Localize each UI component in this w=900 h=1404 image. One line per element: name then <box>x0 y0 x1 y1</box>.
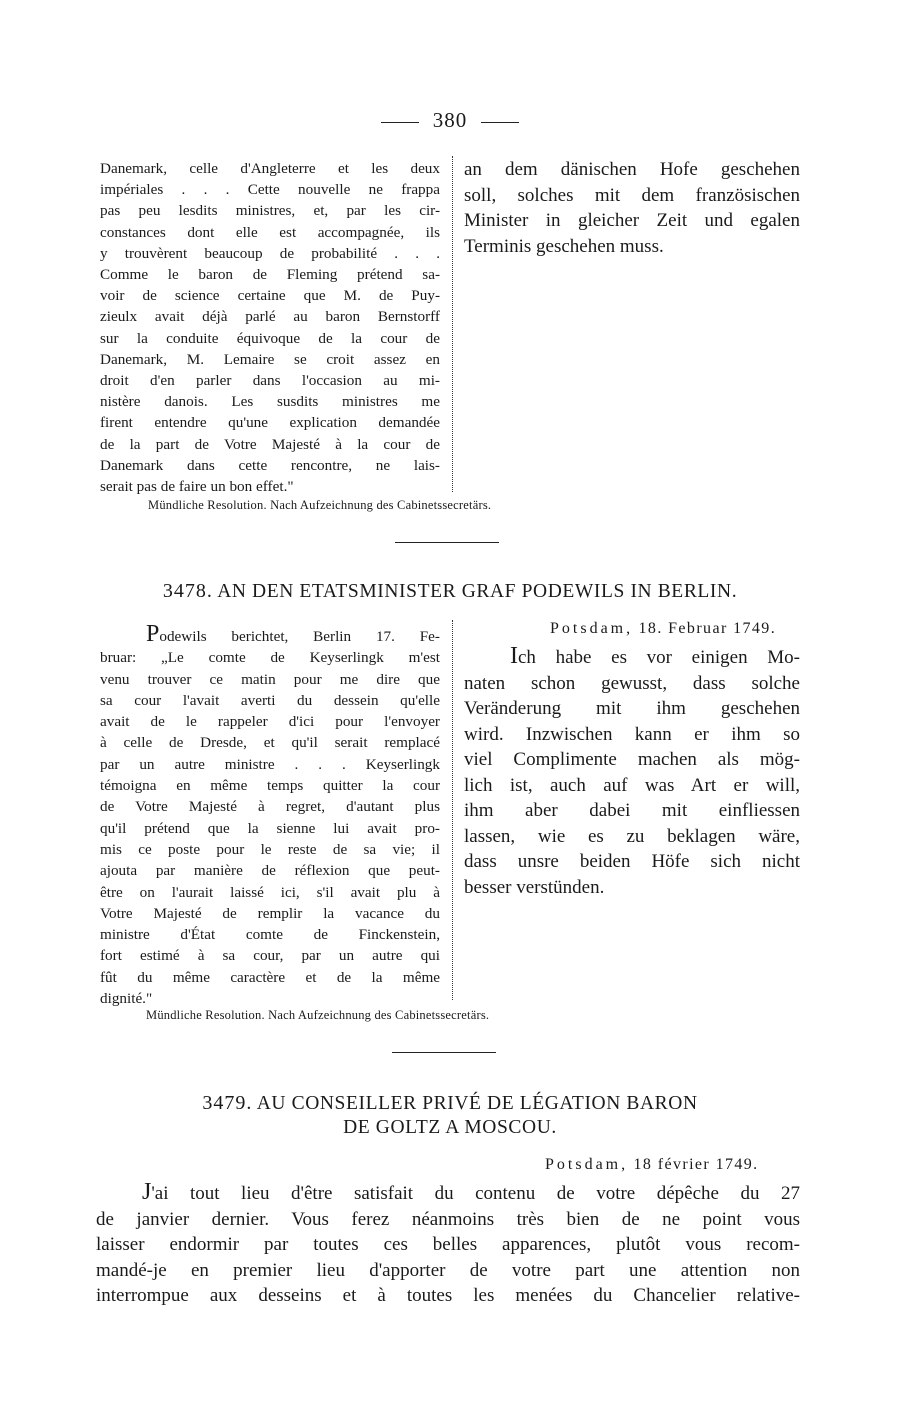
text-line-rest: odewils berichtet, Berlin 17. Fe- <box>159 628 440 645</box>
section3-title-line1: AU CONSEILLER PRIVÉ DE LÉGATION BARON <box>256 1093 698 1114</box>
text-line: dignité." <box>100 990 153 1008</box>
text-line: ihm aber dabei mit einfliessen <box>464 800 800 821</box>
text-line: soll, solches mit dem französischen <box>464 184 800 206</box>
text-line: voir de science certaine que M. de Puy- <box>100 287 440 305</box>
section3-dateline <box>545 1156 759 1174</box>
text-line: Comme le baron de Fleming prétend sa- <box>100 266 440 284</box>
text-line: pas peu lesdits ministres, et, par les cir- <box>100 202 440 220</box>
text-line: droit d'en parler dans l'occasion au mi- <box>100 372 440 390</box>
section2-note: Mündliche Resolution. Nach Aufzeichnung des Cabinetssecretärs. <box>146 1008 490 1022</box>
dateline-date: 18. Februar 1749. <box>638 620 777 637</box>
text-line: de Votre Majesté à regret, d'autant plus <box>100 798 440 816</box>
section-separator <box>395 542 499 543</box>
page-number <box>0 108 900 133</box>
section3-heading <box>0 1092 900 1115</box>
text-line <box>100 621 440 647</box>
text-line: viel Complimente machen als mög- <box>464 749 800 770</box>
text-line: être on l'aurait laissé ici, s'il avait plu à <box>100 883 440 901</box>
text-line: Votre Majesté de remplir la vacance du <box>100 904 440 922</box>
text-line: de janvier dernier. Vous ferez néanmoins très bien de ne point vous <box>96 1208 800 1230</box>
text-line: zieulx avait déjà parlé au baron Bernstorff <box>100 308 440 326</box>
page-number-text: 380 <box>432 108 468 132</box>
text-line: lich ist, auch auf was Art er will, <box>464 774 800 796</box>
text-line: ministre d'État comte de Finckenstein, <box>100 926 440 944</box>
page-number-dash-right <box>481 122 519 123</box>
dropcap: I <box>510 643 518 669</box>
text-line <box>96 1180 800 1207</box>
text-line: wird. Inzwischen kann er ihm so <box>464 723 800 745</box>
text-line-rest: ch habe es vor einigen Mo- <box>518 647 800 668</box>
text-line-rest: 'ai tout lieu d'être satisfait du contenu de votre dépêche du 27 <box>151 1183 800 1204</box>
text-line: Danemark, celle d'Angleterre et les deux <box>100 160 440 177</box>
text-line: par un autre ministre . . . Keyserlingk <box>100 755 440 773</box>
text-line: Veränderung mit ihm geschehen <box>464 698 800 719</box>
text-line: dass unsre beiden Höfe sich nicht <box>464 851 800 872</box>
section2-left-column <box>100 621 440 1009</box>
text-line: Minister in gleicher Zeit und egalen <box>464 210 800 231</box>
text-line: y trouvèrent beaucoup de probabilité . . . <box>100 244 440 262</box>
text-line: mis ce poste pour le reste de sa vie; il <box>100 840 440 858</box>
text-line: impériales . . . Cette nouvelle ne frappa <box>100 181 440 199</box>
section3-number: 3479. <box>202 1092 253 1114</box>
section1-note: Mündliche Resolution. Nach Aufzeichnung des Cabinetssecretärs. <box>148 498 492 512</box>
column-divider <box>452 156 453 492</box>
text-line: Terminis geschehen muss. <box>464 235 664 257</box>
text-line: an dem dänischen Hofe geschehen <box>464 159 800 180</box>
section2-dateline <box>550 620 776 638</box>
section2-heading <box>0 580 900 603</box>
section3-body <box>96 1180 800 1309</box>
text-line: serait pas de faire un bon effet." <box>100 478 294 496</box>
text-line: nistère danois. Les susdits ministres me <box>100 393 440 411</box>
text-line: Danemark, M. Lemaire se croit assez en <box>100 350 440 368</box>
text-line: sur la conduite équivoque de la cour de <box>100 329 440 347</box>
dateline-place: Potsdam, <box>550 620 634 637</box>
text-line: constances dont elle est accompagnée, ils <box>100 223 440 241</box>
text-line: mandé-je en premier lieu d'apporter de votre part une attention non <box>96 1259 800 1281</box>
text-line: laisser endormir par toutes ces belles apparences, plutôt vous recom- <box>96 1234 800 1256</box>
section1-right-column <box>464 157 800 259</box>
section-separator <box>392 1052 496 1053</box>
text-line: de la part de Votre Majesté à la cour de <box>100 435 440 453</box>
text-line: interrompue aux desseins et à toutes les menées du Chancelier relative- <box>96 1285 800 1307</box>
column-divider <box>452 620 453 1000</box>
text-line: à celle de Dresde, et qu'il serait remplacé <box>100 734 440 752</box>
dropcap: J <box>142 1179 152 1205</box>
dateline-place: Potsdam, <box>545 1156 629 1173</box>
section3-title-line2: DE GOLTZ A MOSCOU. <box>343 1117 557 1138</box>
text-line: lassen, wie es zu beklagen wäre, <box>464 825 800 847</box>
text-line: fort estimé à sa cour, par un autre qui <box>100 947 440 965</box>
text-line: besser verstünden. <box>464 876 605 898</box>
text-line: témoigna en même temps quitter la cour <box>100 777 440 795</box>
text-line: sa cour l'avait averti du dessein qu'elle <box>100 691 440 709</box>
page-number-dash-left <box>381 122 419 123</box>
text-line: qu'il prétend que la sienne lui avait pro- <box>100 819 440 837</box>
dropcap: P <box>146 621 160 647</box>
text-line: Danemark dans cette rencontre, ne lais- <box>100 456 440 474</box>
text-line: venu trouver ce matin pour me dire que <box>100 670 440 688</box>
section2-right-column <box>464 644 800 900</box>
section1-left-column <box>100 158 440 497</box>
text-line: fût du même caractère et de la même <box>100 968 440 986</box>
text-line: bruar: „Le comte de Keyserlingk m'est <box>100 649 440 667</box>
text-line: avait de le rappeler d'ici pour l'envoyer <box>100 713 440 731</box>
dateline-date: 18 février 1749. <box>633 1156 759 1173</box>
text-line: ajouta par manière de réflexion que peut- <box>100 862 440 880</box>
section2-title: AN DEN ETATSMINISTER GRAF PODEWILS IN BERLIN. <box>217 581 738 602</box>
text-line <box>464 644 800 671</box>
section3-heading-line2 <box>0 1117 900 1139</box>
text-line: firent entendre qu'une explication demandée <box>100 414 440 432</box>
section2-number: 3478. <box>162 580 213 602</box>
text-line: naten schon gewusst, dass solche <box>464 672 800 694</box>
